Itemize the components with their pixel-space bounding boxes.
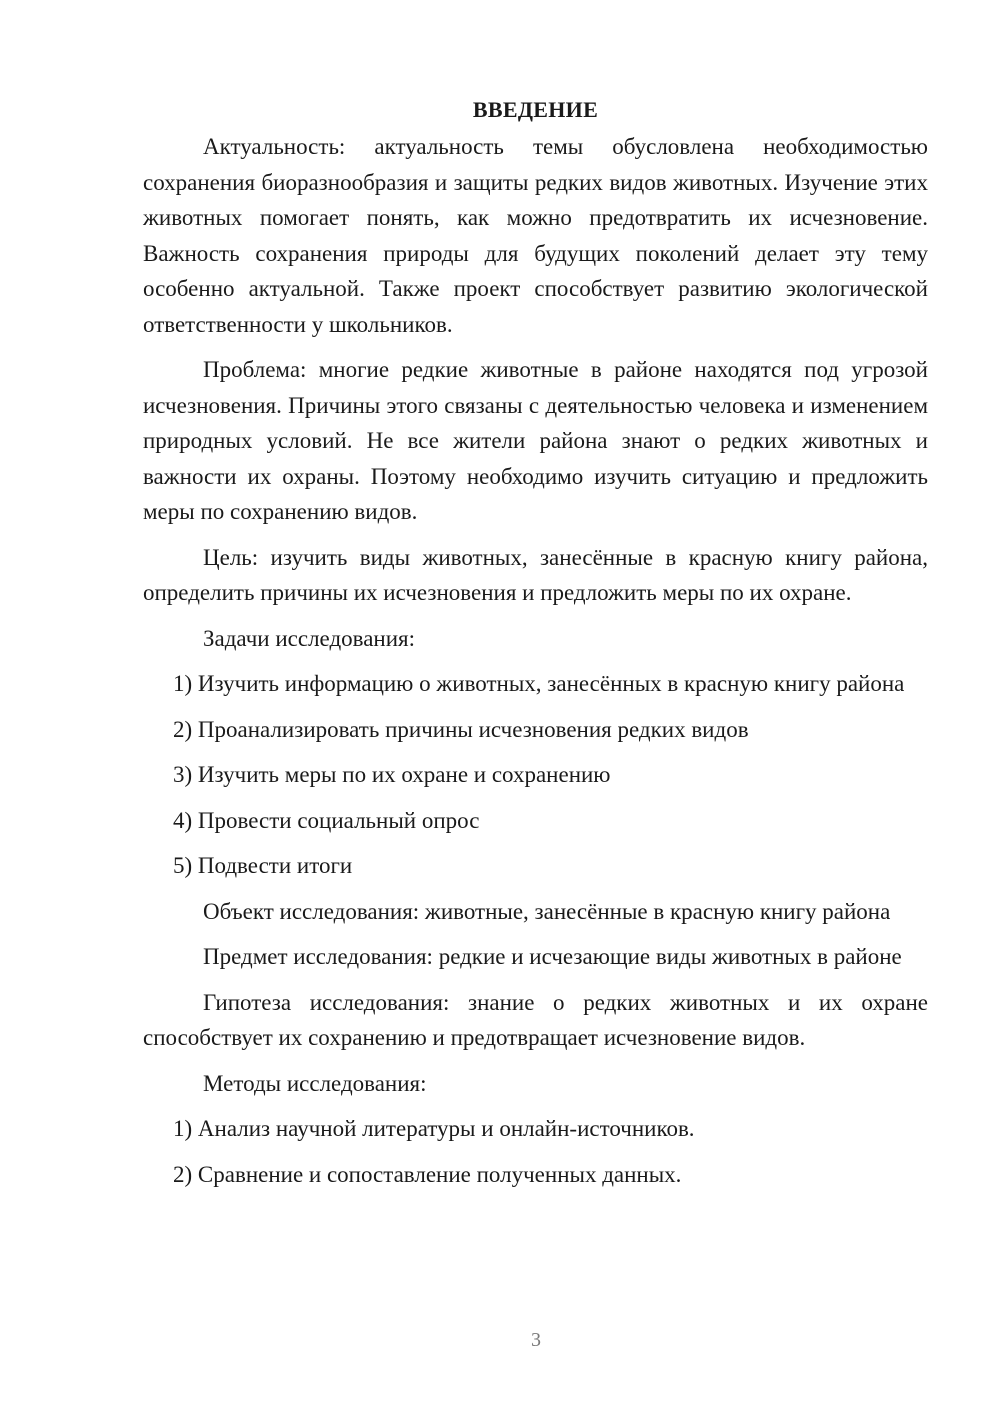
goal-paragraph: Цель: изучить виды животных, занесённые в красную книгу района, определить причины их исчезновения и предложить меры по их охране.: [143, 544, 928, 605]
problem-paragraph: Проблема: многие редкие животные в районе находятся под угрозой исчезновения. Причины этого связаны с деятельностью человека и изменением природных условий. Не все жители района знают о редких животных и важности их охраны. Поэтому необходимо изучить ситуацию и предложить меры по сохранению видов.: [143, 357, 928, 524]
task-item: 5) Подвести итоги: [173, 853, 353, 878]
method-item: 1) Анализ научной литературы и онлайн-источников.: [173, 1116, 695, 1141]
tasks-title: Задачи исследования:: [203, 625, 416, 651]
object-paragraph: Объект исследования: животные, занесённые в красную книгу района: [203, 898, 891, 924]
relevance-paragraph: Актуальность: актуальность темы обусловлена необходимостью сохранения биоразнообразия и защиты редких видов животных. Изучение этих животных помогает понять, как можно предотвратить их исчезновение. Важность сохранения природы для будущих поколений делает эту тему особенно актуальной. Также проект способствует развитию экологической ответственности у школьников.: [143, 134, 928, 337]
methods-title: Методы исследования:: [203, 1070, 427, 1096]
task-item: 3) Изучить меры по их охране и сохранению: [173, 762, 611, 787]
task-item: 2) Проанализировать причины исчезновения редких видов: [173, 716, 749, 742]
subject-paragraph: Предмет исследования: редкие и исчезающие виды животных в районе: [203, 944, 902, 969]
page-content: [143, 92, 928, 1202]
section-heading: ВВЕДЕНИЕ: [472, 97, 599, 122]
task-item: 4) Провести социальный опрос: [173, 807, 480, 833]
hypothesis-paragraph: Гипотеза исследования: знание о редких животных и их охране способствует их сохранению и предотвращает исчезновение видов.: [143, 989, 928, 1050]
method-item: 2) Сравнение и сопоставление полученных данных.: [173, 1161, 682, 1187]
task-item: 1) Изучить информацию о животных, занесённых в красную книгу района: [173, 671, 905, 696]
page-number: 3: [531, 1329, 541, 1351]
